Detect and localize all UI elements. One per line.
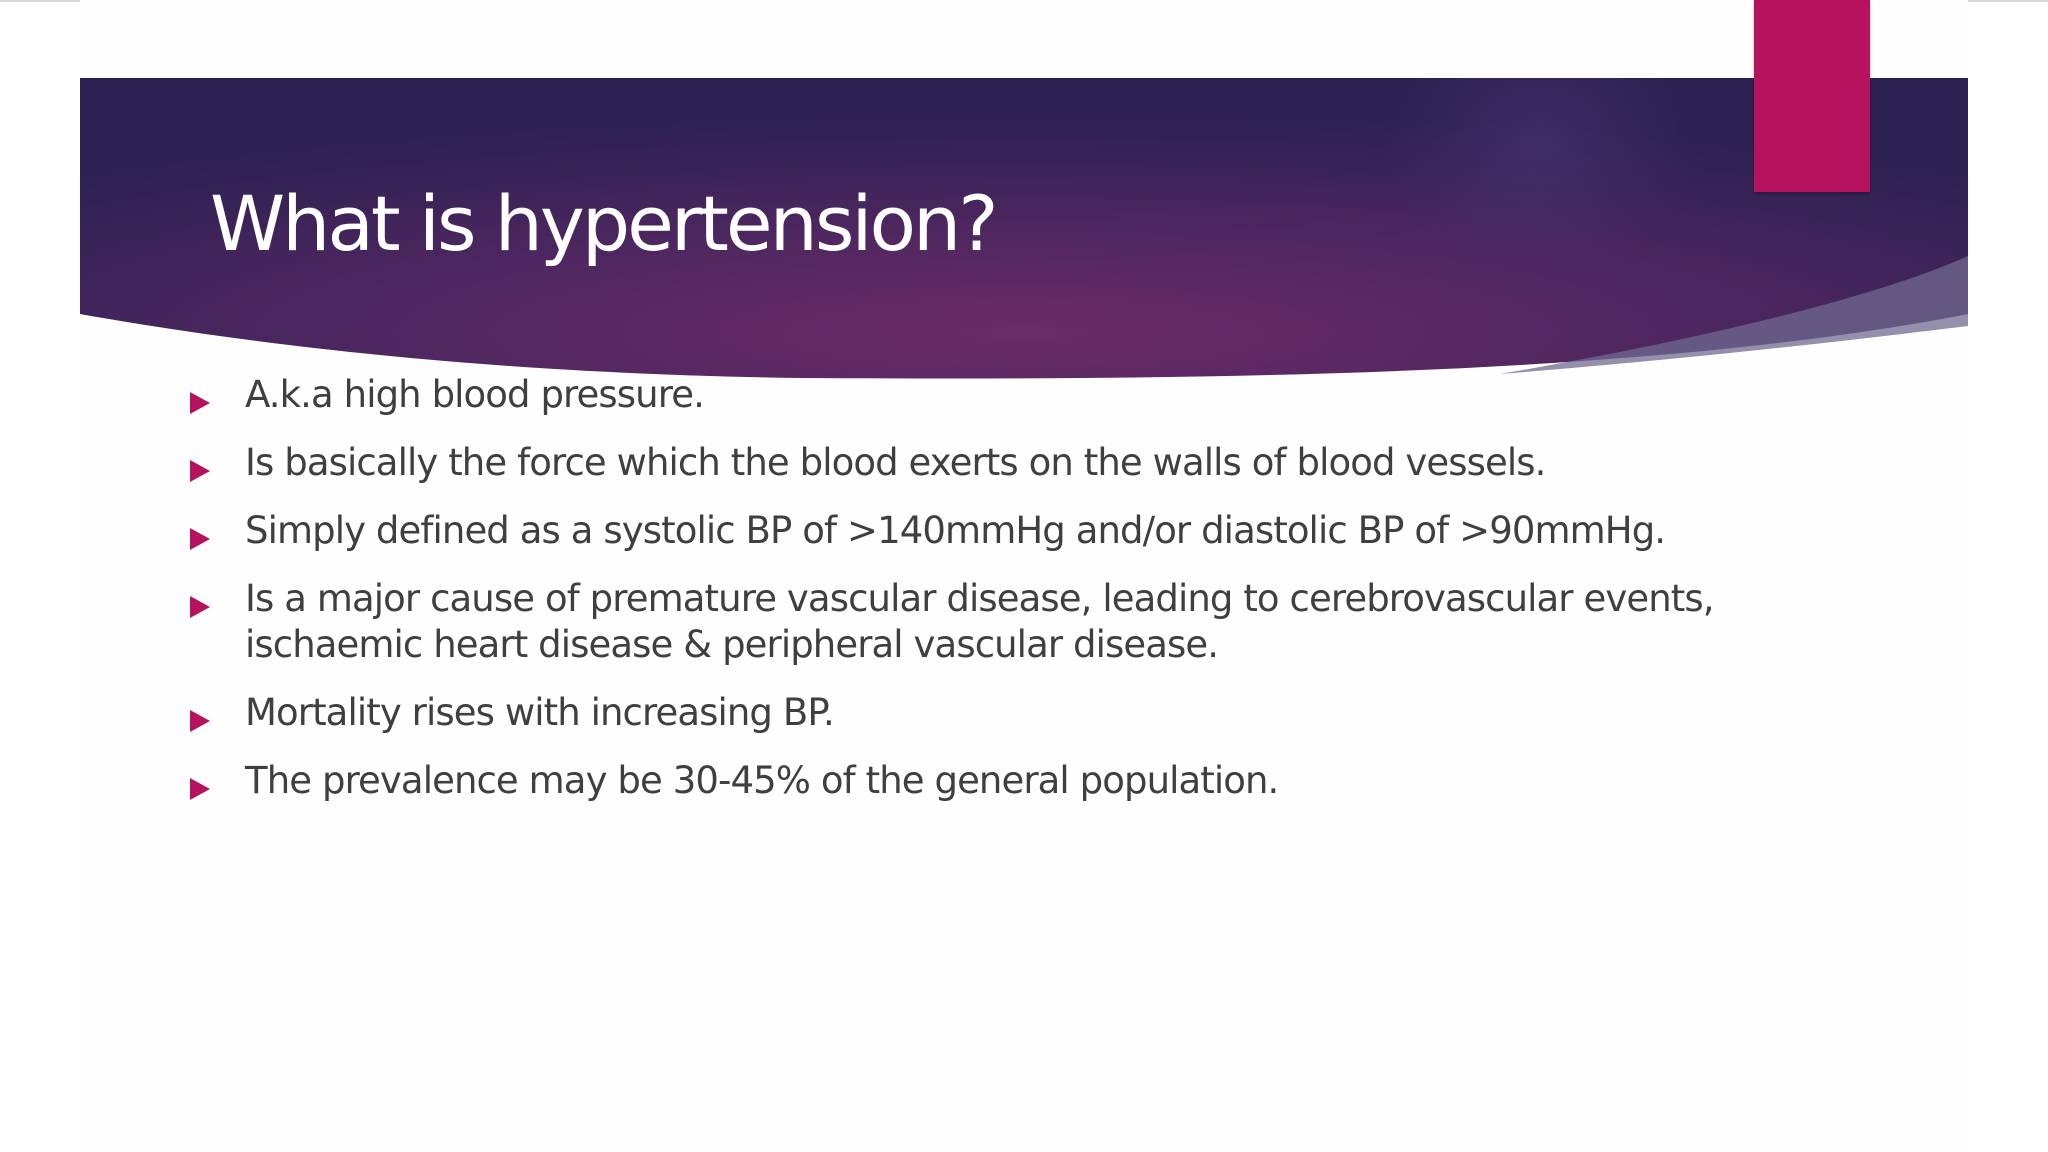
triangle-right-icon: [190, 392, 210, 414]
list-item: [190, 758, 1730, 804]
bullet-text: The prevalence may be 30-45% of the general population.: [245, 759, 1279, 802]
triangle-right-icon: [190, 460, 210, 482]
triangle-right-icon: [190, 596, 210, 618]
list-item: [190, 508, 1730, 554]
bullet-text: A.k.a high blood pressure.: [245, 373, 704, 416]
bullet-text: Is basically the force which the blood exerts on the walls of blood vessels.: [245, 441, 1546, 484]
list-item: [190, 372, 1730, 418]
bullet-text: Simply defined as a systolic BP of >140mmHg and/or diastolic BP of >90mmHg.: [245, 509, 1666, 552]
triangle-right-icon: [190, 778, 210, 800]
bullet-list: [190, 372, 1730, 826]
triangle-right-icon: [190, 528, 210, 550]
bullet-text: Is a major cause of premature vascular disease, leading to cerebrovascular events, ischaemic heart disease & peripheral vascular disease.: [245, 577, 1714, 666]
slide-title: What is hypertension?: [210, 179, 996, 268]
accent-tab: [1754, 0, 1870, 192]
list-item: [190, 440, 1730, 486]
list-item: [190, 576, 1730, 668]
bullet-text: Mortality rises with increasing BP.: [245, 691, 834, 734]
triangle-right-icon: [190, 710, 210, 732]
list-item: [190, 690, 1730, 736]
